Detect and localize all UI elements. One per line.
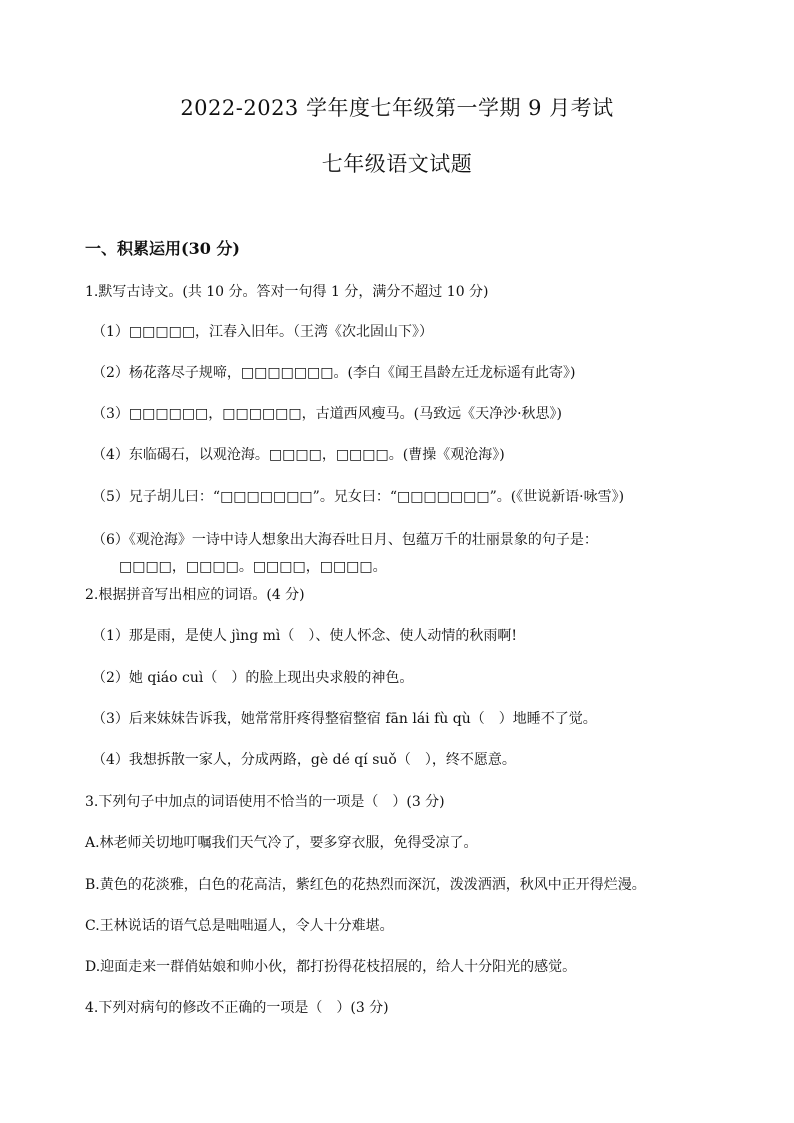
exam-title: 2022-2023 学年度七年级第一学期 9 月考试 <box>180 96 614 120</box>
question-2-item: （1）那是雨，是使人 jìng mì（ ）、使人怀念、使人动情的秋雨啊! <box>92 628 517 644</box>
question-3-option: C.王林说话的语气总是咄咄逼人，令人十分难堪。 <box>85 918 394 934</box>
question-2-item: （4）我想拆散一家人，分成两路，gè dé qí suǒ（ ），终不愿意。 <box>92 752 516 768</box>
question-2-item: （2）她 qiáo cuì（ ）的脸上现出央求般的神色。 <box>92 670 414 686</box>
question-3-option: A.林老师关切地叮嘱我们天气冷了，要多穿衣服，免得受凉了。 <box>85 835 478 851</box>
exam-subtitle: 七年级语文试题 <box>321 152 473 176</box>
question-1-heading: 1.默写古诗文。(共 10 分。答对一句得 1 分，满分不超过 10 分) <box>85 284 489 300</box>
question-3-option: D.迎面走来一群俏姑娘和帅小伙，都打扮得花枝招展的，给人十分阳光的感觉。 <box>85 959 577 975</box>
question-4-heading: 4.下列对病句的修改不正确的一项是（ ）(3 分) <box>85 1000 389 1016</box>
question-1-item-continuation: □□□□，□□□□。□□□□，□□□□。 <box>119 559 387 575</box>
question-1-item: （1）□□□□□，江春入旧年。（王湾《次北固山下》） <box>92 324 434 340</box>
question-3-option: B.黄色的花淡雅，白色的花高洁，紫红色的花热烈而深沉，泼泼洒洒，秋风中正开得烂漫。 <box>85 877 646 893</box>
question-1-item: （6）《观沧海》一诗中诗人想象出大海吞吐日月、包蕴万千的壮丽景象的句子是： <box>92 532 598 548</box>
question-2-item: （3）后来妹妹告诉我，她常常肝疼得整宿整宿 fān lái fù qù（ ）地睡不了觉。 <box>92 711 597 727</box>
question-1-item: （4）东临碣石，以观沧海。□□□□，□□□□。(曹操《观沧海》) <box>92 447 505 463</box>
question-1-item: （2）杨花落尽子规啼，□□□□□□□。(李白《闻王昌龄左迁龙标遥有此寄》) <box>92 365 576 381</box>
section-heading: 一、积累运用(30 分) <box>85 239 240 258</box>
question-3-heading: 3.下列句子中加点的词语使用不恰当的一项是（ ）(3 分) <box>85 794 445 810</box>
question-1-item: （5）兄子胡儿曰：“□□□□□□□”。兄女曰：“□□□□□□□”。(《世说新语·咏雪》) <box>92 489 625 505</box>
question-1-item: （3）□□□□□□，□□□□□□，古道西风瘦马。(马致远《天净沙·秋思》) <box>92 406 563 422</box>
question-2-heading: 2.根据拼音写出相应的词语。(4 分) <box>85 587 305 603</box>
